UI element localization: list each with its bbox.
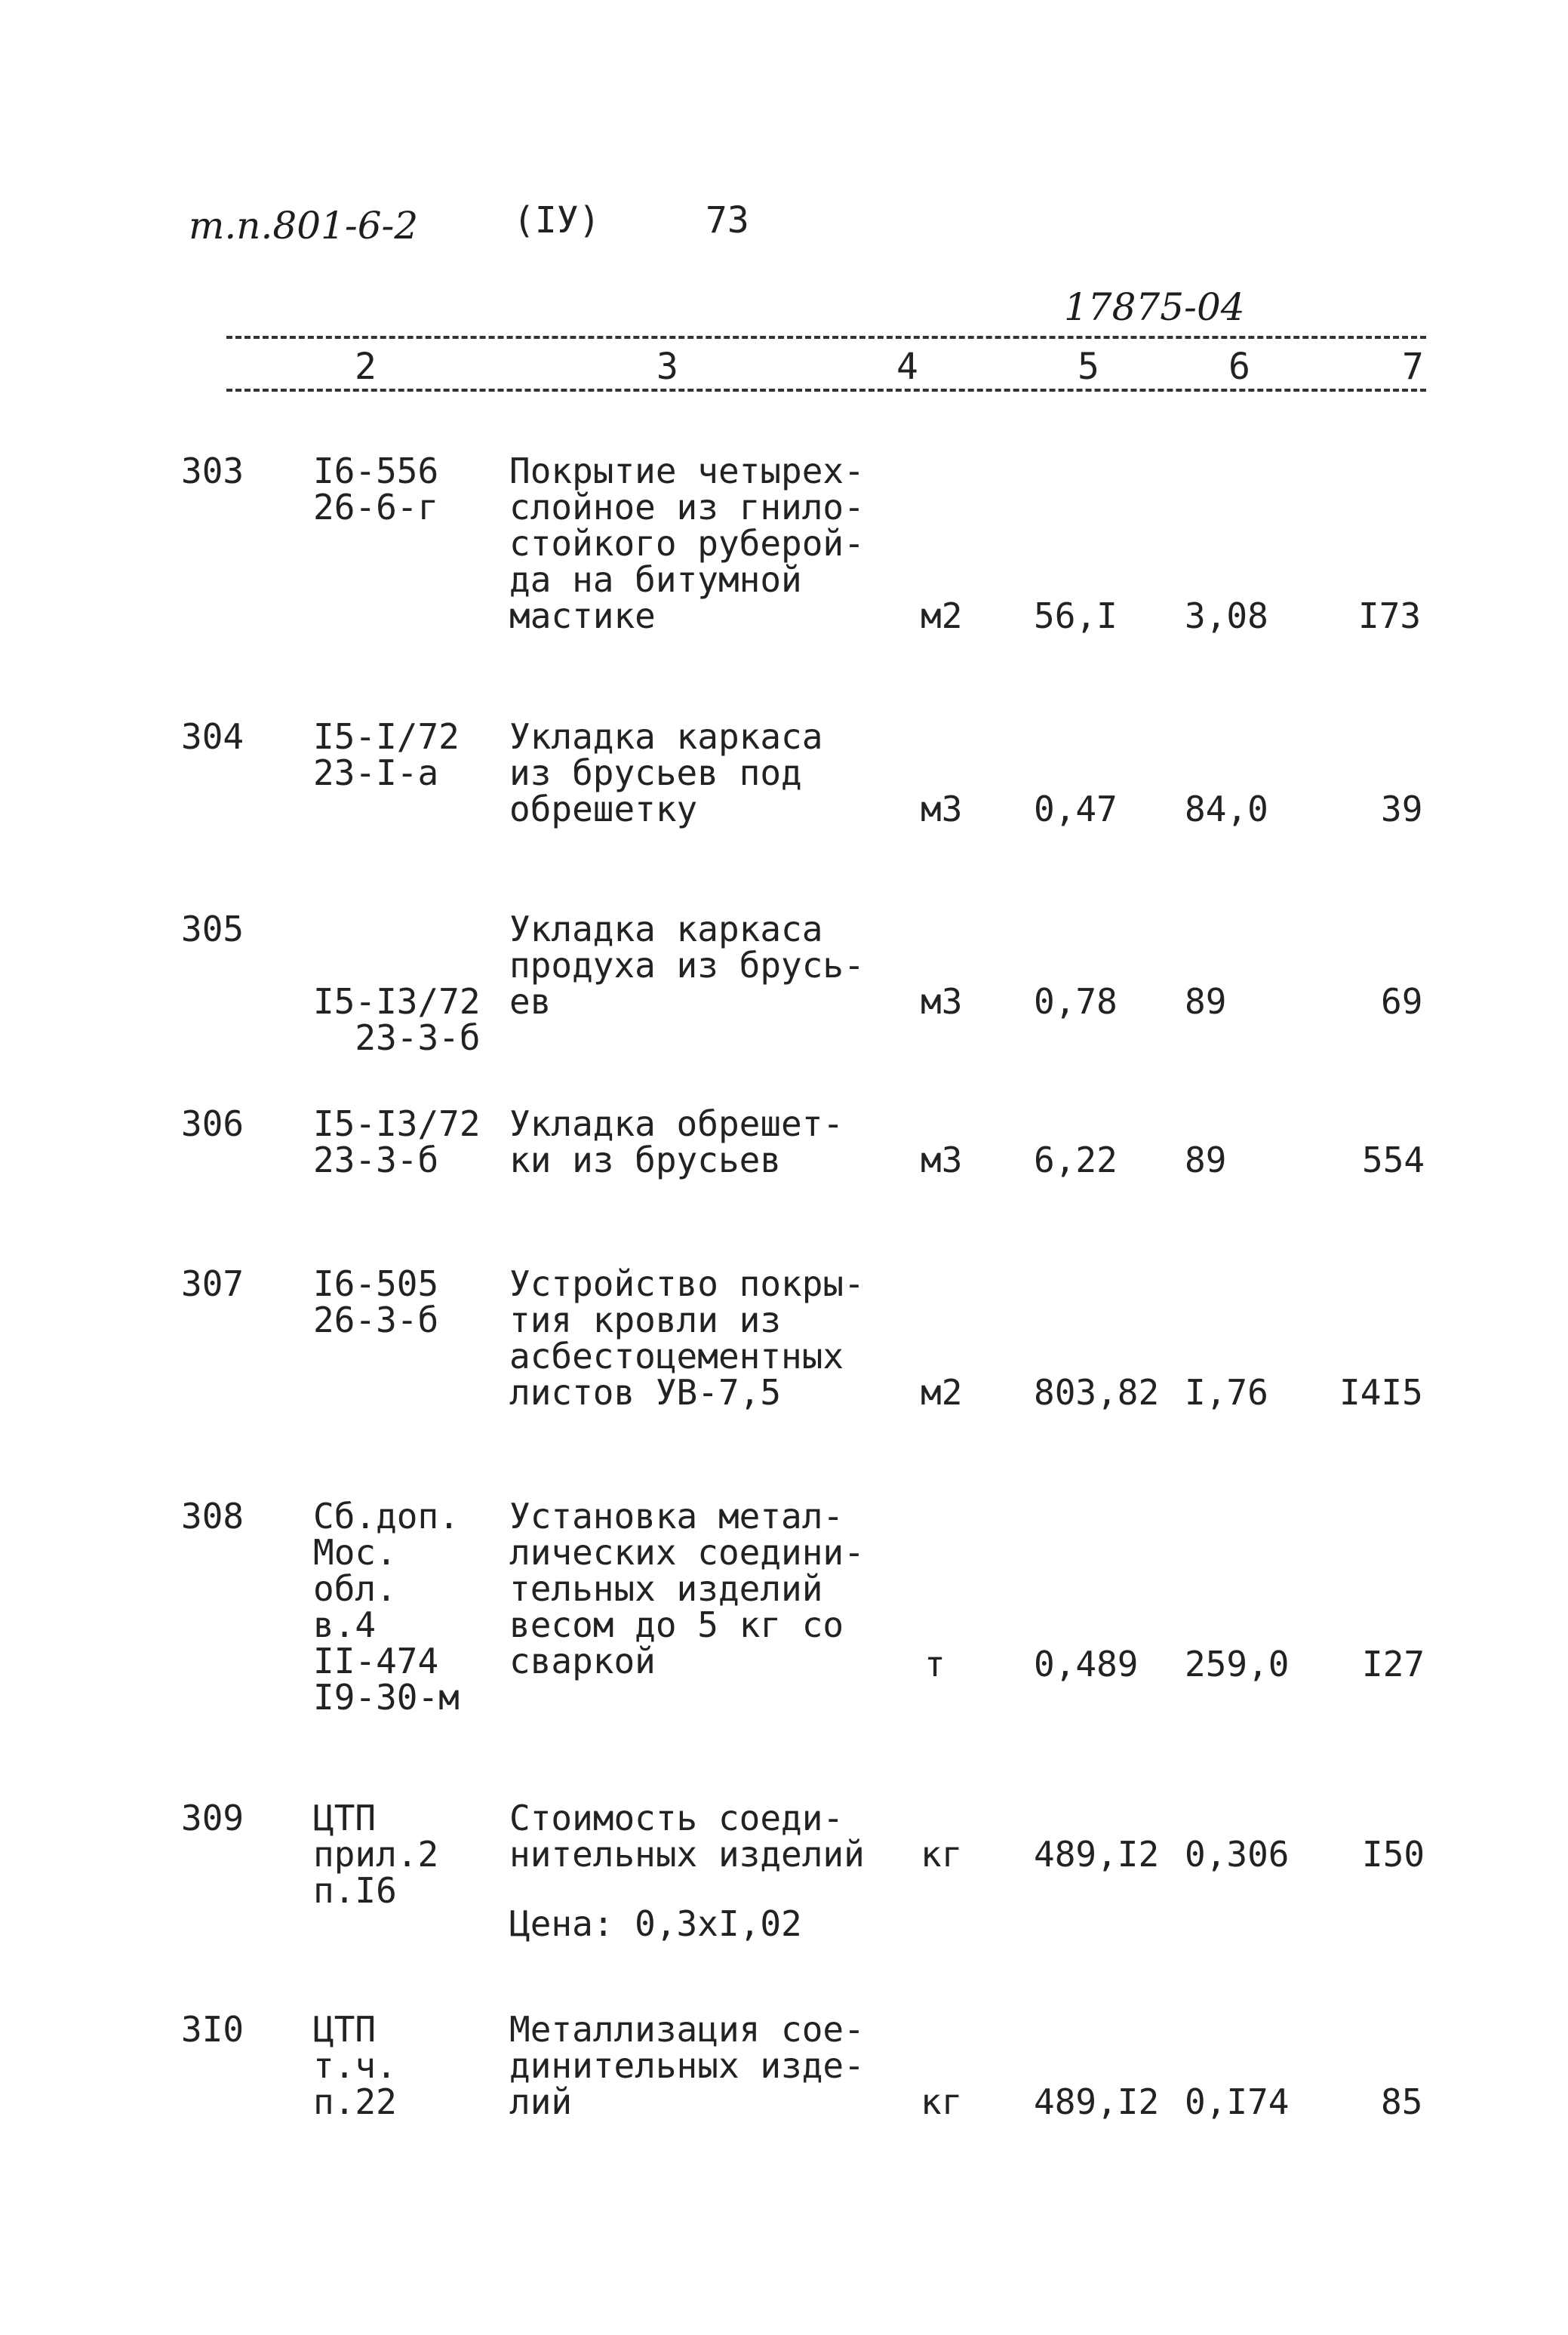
row-number: 303: [181, 451, 244, 491]
row-unit: м2: [921, 1372, 963, 1413]
row-code: I6-556 26-6-г: [313, 451, 439, 528]
archive-number: 17875-04: [1064, 285, 1245, 329]
row-number: 309: [181, 1798, 244, 1838]
row-total: 85: [1381, 2081, 1423, 2122]
row-total: I73: [1358, 595, 1422, 636]
column-number-6: 6: [1228, 346, 1250, 388]
row-quantity: 803,82: [1034, 1372, 1160, 1413]
row-unit-price: 259,0: [1185, 1644, 1290, 1684]
row-unit: м3: [921, 981, 963, 1022]
row-code: ЦТП т.ч. п.22: [313, 2009, 397, 2122]
header-rule-bottom: [226, 389, 1426, 392]
row-code: I5-I3/72 23-3-б: [313, 1103, 481, 1180]
page-number: 73: [706, 199, 749, 241]
doc-code: т.п.801-6-2: [189, 204, 419, 248]
row-quantity: 0,489: [1034, 1644, 1139, 1684]
row-quantity: 0,78: [1034, 981, 1118, 1022]
row-unit-price: I,76: [1185, 1372, 1268, 1413]
row-quantity: 6,22: [1034, 1140, 1118, 1180]
column-number-4: 4: [896, 346, 918, 388]
row-number: 307: [181, 1263, 244, 1304]
column-number-7: 7: [1402, 346, 1424, 388]
row-total: I50: [1362, 1834, 1425, 1875]
row-quantity: 0,47: [1034, 789, 1118, 829]
column-number-3: 3: [656, 346, 678, 388]
row-code: I5-I/72 23-I-а: [313, 716, 460, 793]
row-unit-price: 89: [1185, 1140, 1227, 1180]
row-total: 554: [1362, 1140, 1425, 1180]
row-unit-price: 89: [1185, 981, 1227, 1022]
row-number: 308: [181, 1496, 244, 1537]
row-unit: кг: [921, 2081, 963, 2122]
row-quantity: 56,I: [1034, 595, 1118, 636]
row-code: Сб.доп. Мос. обл. в.4 II-474 I9-30-м: [313, 1496, 460, 1718]
header-rule-top: [226, 336, 1426, 339]
row-quantity: 489,I2: [1034, 2081, 1160, 2122]
row-unit: кг: [921, 1834, 963, 1875]
row-total: I27: [1362, 1644, 1425, 1684]
volume-label: (IУ): [513, 199, 601, 241]
column-number-5: 5: [1078, 346, 1099, 388]
row-unit-price: 3,08: [1185, 595, 1268, 636]
row-total: 69: [1381, 981, 1423, 1022]
column-number-2: 2: [355, 346, 377, 388]
row-unit: м2: [921, 595, 963, 636]
row-price-note: Цена: 0,3хI,02: [509, 1903, 802, 1944]
row-description: Укладка каркаса из брусьев под обрешетку: [509, 716, 823, 829]
row-unit-price: 0,306: [1185, 1834, 1290, 1875]
row-quantity: 489,I2: [1034, 1834, 1160, 1875]
row-number: 305: [181, 909, 244, 949]
row-description: Укладка каркаса продуха из брусь- ев: [509, 909, 865, 1022]
row-unit: т: [924, 1644, 945, 1684]
row-description: Покрытие четырех- слойное из гнило- стойкого руберой- да на битумной мастике: [509, 451, 865, 636]
row-number: 306: [181, 1103, 244, 1144]
row-unit: м3: [921, 1140, 963, 1180]
row-code: I6-505 26-3-б: [313, 1263, 439, 1340]
row-description: Металлизация сое- динительных изде- лий: [509, 2009, 865, 2122]
row-total: I4I5: [1339, 1372, 1423, 1413]
row-description: Установка метал- лических соедини- тельных изделий весом до 5 кг со сваркой: [509, 1496, 865, 1681]
row-number: 304: [181, 716, 244, 757]
row-description: Устройство покры- тия кровли из асбестоцементных листов УВ-7,5: [509, 1263, 865, 1413]
row-description: Укладка обрешет- ки из брусьев: [509, 1103, 844, 1180]
row-unit-price: 84,0: [1185, 789, 1268, 829]
row-description: Стоимость соеди- нительных изделий: [509, 1798, 865, 1875]
row-total: 39: [1381, 789, 1423, 829]
row-unit: м3: [921, 789, 963, 829]
row-number: 3I0: [181, 2009, 244, 2050]
row-code: I5-I3/72 23-3-б: [313, 981, 481, 1058]
row-code: ЦТП прил.2 п.I6: [313, 1798, 439, 1911]
row-unit-price: 0,I74: [1185, 2081, 1290, 2122]
